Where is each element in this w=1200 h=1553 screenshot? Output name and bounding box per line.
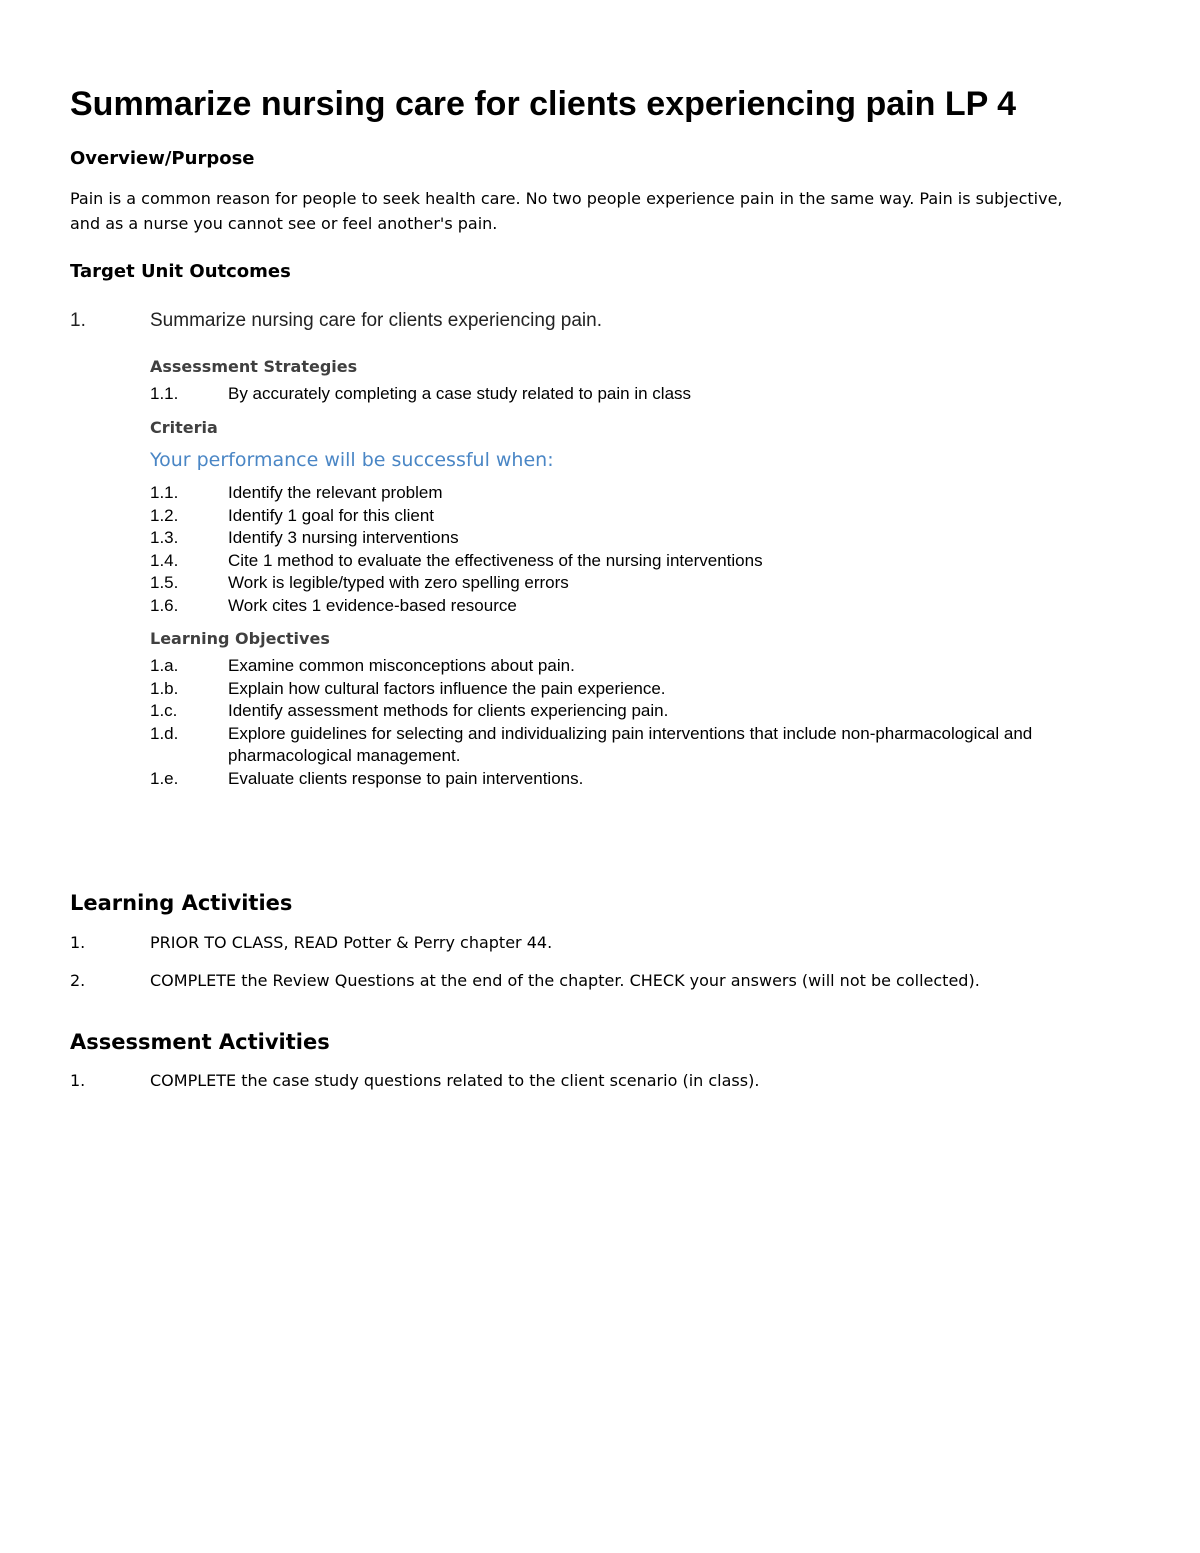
item-number: 2. — [70, 971, 86, 990]
overview-heading: Overview/Purpose — [70, 148, 255, 169]
item-text: Work is legible/typed with zero spelling errors — [228, 573, 569, 592]
list-item — [150, 383, 1130, 406]
item-text: Explain how cultural factors influence the pain experience. — [228, 678, 666, 698]
learning-activities-heading: Learning Activities — [70, 891, 293, 915]
item-number: 1. — [70, 1071, 86, 1090]
item-text: Explore guidelines for selecting and individualizing pain interventions that include non-pharmacological and pharmacological management. — [228, 723, 1033, 765]
item-number: 1.e. — [150, 768, 179, 788]
item-number: 1.b. — [150, 678, 179, 698]
list-item — [150, 482, 1130, 505]
learning-objectives-list — [150, 655, 1130, 790]
list-item — [150, 595, 1130, 618]
item-text: Cite 1 method to evaluate the effectiveness of the nursing interventions — [228, 550, 763, 570]
item-number: 1.4. — [150, 550, 179, 570]
criteria-intro: Your performance will be successful when: — [150, 449, 554, 471]
item-number: 1.1. — [150, 384, 179, 403]
overview-text: Pain is a common reason for people to seek health care. No two people experience pain in the same way. Pain is subjective, and as a nurse you cannot see or feel another's pain. — [70, 189, 1063, 233]
item-text: Identify the relevant problem — [228, 483, 443, 502]
list-item — [150, 505, 1130, 528]
item-number: 1.6. — [150, 595, 179, 615]
list-item — [150, 550, 1130, 573]
outcome-number: 1. — [70, 310, 86, 331]
list-item — [150, 678, 1130, 701]
item-text: Examine common misconceptions about pain. — [228, 656, 575, 675]
item-number: 1.5. — [150, 573, 179, 592]
item-text: COMPLETE the Review Questions at the end of the chapter. CHECK your answers (will not be collected). — [150, 971, 980, 990]
item-number: 1.d. — [150, 723, 179, 743]
item-text: Work cites 1 evidence-based resource — [228, 595, 517, 615]
item-text: COMPLETE the case study questions related to the client scenario (in class). — [150, 1071, 760, 1090]
document-title: Summarize nursing care for clients experiencing pain LP 4 — [70, 85, 1017, 123]
item-number: 1.1. — [150, 483, 179, 502]
outcomes-heading: Target Unit Outcomes — [70, 261, 291, 282]
outcome-text: Summarize nursing care for clients experiencing pain. — [150, 310, 602, 331]
item-text: By accurately completing a case study related to pain in class — [228, 384, 692, 403]
item-number: 1.a. — [150, 656, 179, 675]
item-text: Identify assessment methods for clients experiencing pain. — [228, 701, 669, 720]
item-number: 1.c. — [150, 701, 178, 720]
item-text: PRIOR TO CLASS, READ Potter & Perry chapter 44. — [150, 933, 553, 952]
criteria-heading: Criteria — [150, 418, 218, 437]
item-text: Identify 1 goal for this client — [228, 505, 435, 525]
item-number: 1.2. — [150, 505, 179, 525]
assessment-strategies-list — [150, 383, 1130, 406]
item-text: Evaluate clients response to pain interventions. — [228, 768, 584, 788]
item-number: 1.3. — [150, 528, 179, 547]
list-item — [150, 655, 1130, 678]
item-text: Identify 3 nursing interventions — [228, 528, 459, 547]
item-number: 1. — [70, 933, 86, 952]
list-item — [150, 768, 1130, 791]
document-page — [70, 0, 1130, 1553]
list-item — [150, 572, 1130, 595]
learning-objectives-heading: Learning Objectives — [150, 629, 330, 648]
criteria-list — [150, 482, 1130, 617]
list-item — [150, 723, 1130, 768]
assessment-strategies-heading: Assessment Strategies — [150, 357, 358, 376]
list-item — [150, 527, 1130, 550]
list-item — [150, 700, 1130, 723]
assessment-activities-heading: Assessment Activities — [70, 1030, 330, 1054]
